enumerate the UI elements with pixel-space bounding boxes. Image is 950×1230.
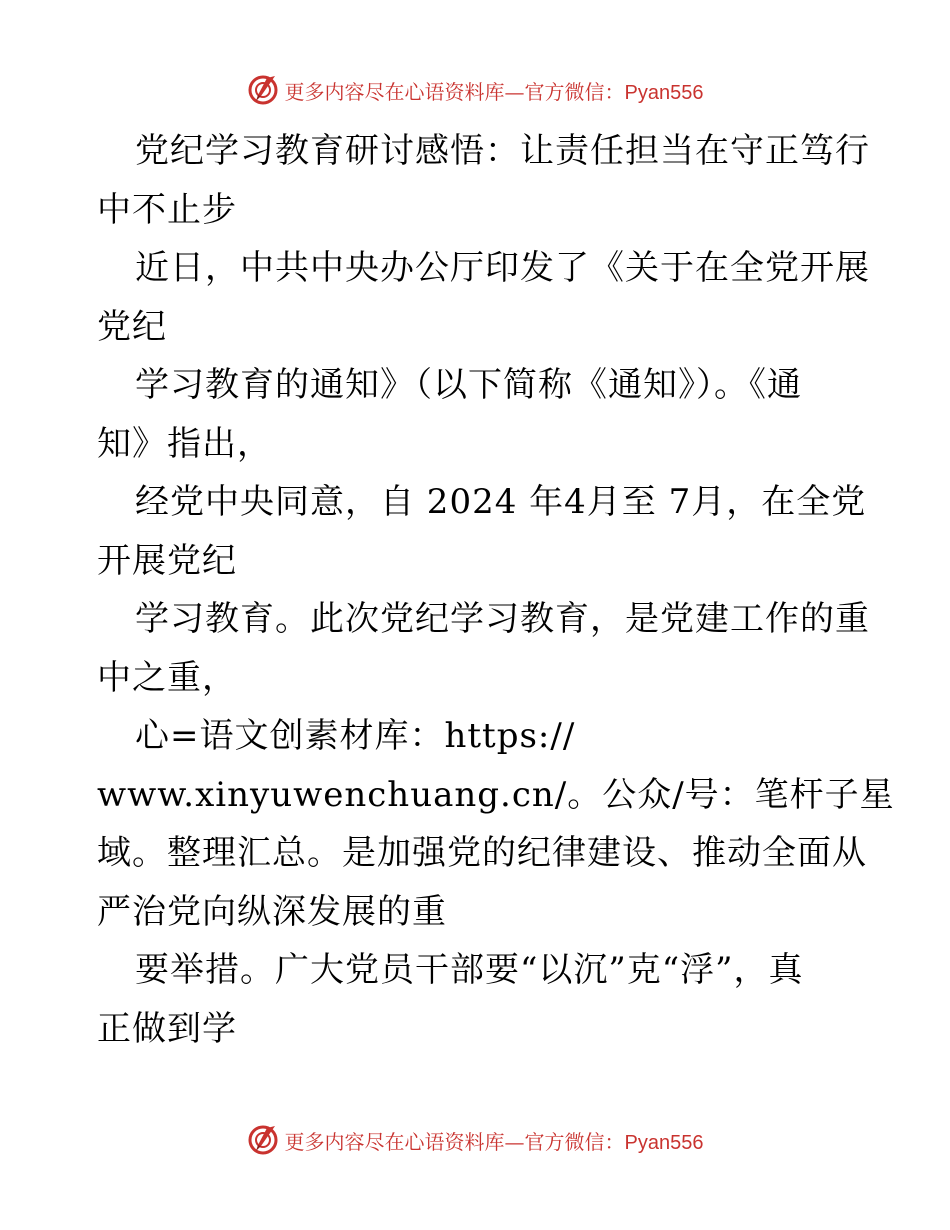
document-body <box>97 122 895 1058</box>
doc-line: 开展党纪 <box>97 540 237 581</box>
doc-line: 学习教育的通知》（以下简称《通知》）。《通 <box>135 365 802 405</box>
doc-line: 域。整理汇总。是加强党的纪律建设、推动全面从 <box>97 833 867 873</box>
brush-logo-icon <box>247 74 279 106</box>
doc-line: 党纪学习教育研讨感悟：让责任担当在守正笃行 <box>135 131 870 171</box>
doc-line: 要举措。广大党员干部要“以沉”克“浮”，真 <box>135 950 804 990</box>
header-wechat-id: Pyan556 <box>624 81 704 104</box>
doc-line: 心=语文创素材库：https:// <box>135 716 576 756</box>
doc-line: 正做到学 <box>97 1008 237 1049</box>
doc-line: 严治党向纵深发展的重 <box>97 891 447 932</box>
doc-line: 近日，中共中央办公厅印发了《关于在全党开展 <box>135 248 870 288</box>
doc-line: 中不止步 <box>97 189 237 230</box>
doc-line: 知》指出， <box>97 423 272 464</box>
doc-line: 中之重， <box>97 657 237 698</box>
doc-line: 学习教育。此次党纪学习教育，是党建工作的重 <box>135 599 870 639</box>
footer-banner-text: 更多内容尽在心语资料库—官方微信：Pyan556 <box>284 1129 704 1154</box>
header-watermark-banner <box>0 70 950 110</box>
doc-line: 党纪 <box>97 306 167 347</box>
brush-logo-icon <box>247 1124 279 1156</box>
doc-line: www.xinyuwenchuang.cn/。公众/号：笔杆子星 <box>97 774 895 815</box>
footer-wechat-id: Pyan556 <box>624 1131 704 1154</box>
doc-line: 经党中央同意，自 2024 年4月至 7月，在全党 <box>135 482 867 522</box>
footer-watermark-banner <box>0 1120 950 1160</box>
header-banner-text: 更多内容尽在心语资料库—官方微信：Pyan556 <box>284 79 704 104</box>
